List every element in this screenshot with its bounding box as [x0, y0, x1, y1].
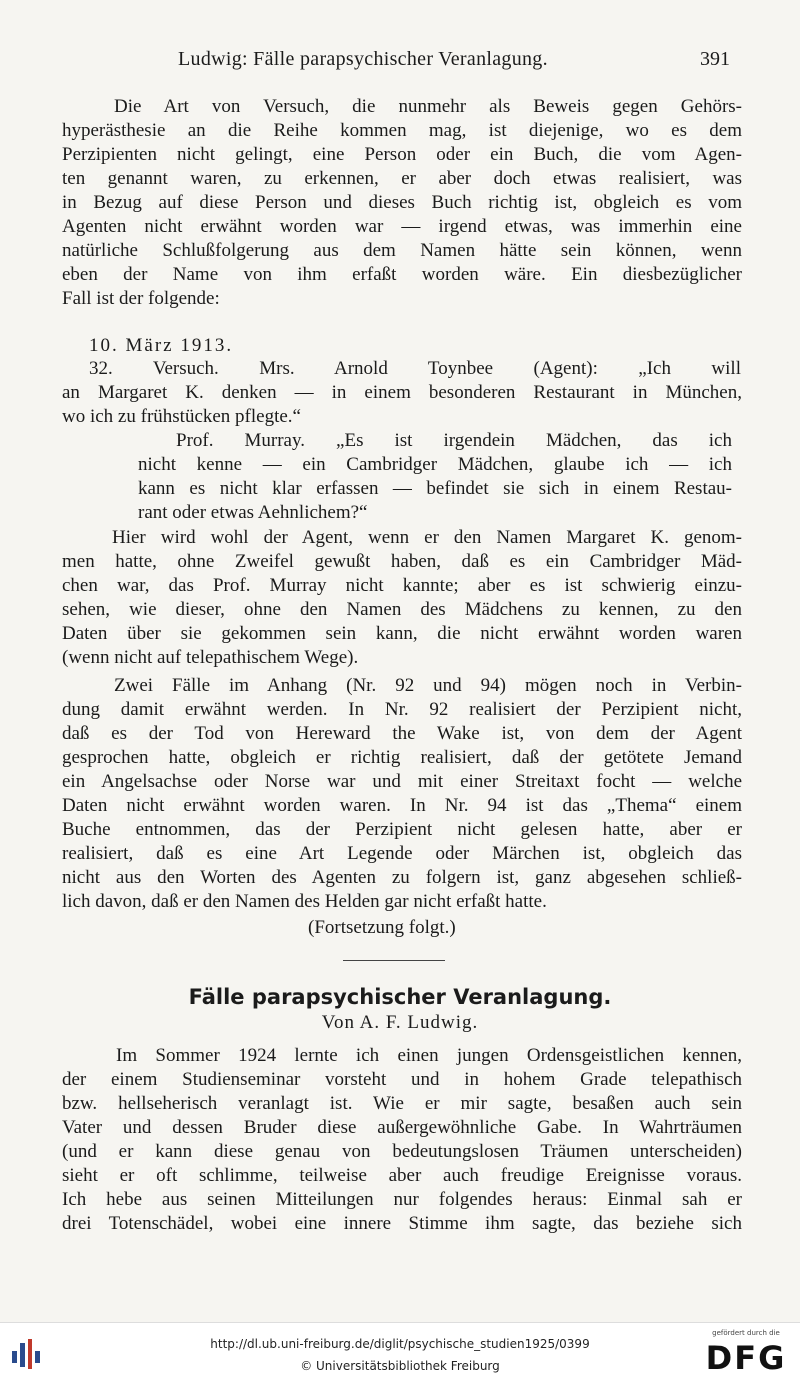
text-line: men hatte, ohne Zweifel gewußt haben, daß es ein Cambridger Mäd-	[62, 551, 742, 572]
text-line: nicht aus den Worten des Agenten zu folgern ist, ganz abgesehen schließ-	[62, 867, 742, 888]
text-line: sehen, wie dieser, ohne den Namen des Mädchens zu kennen, zu den	[62, 599, 742, 620]
text-line: bzw. hellseherisch veranlagt ist. Wie er mir sagte, besaßen auch sein	[62, 1093, 742, 1114]
text-line: lich davon, daß er den Namen des Helden gar nicht erfaßt hatte.	[62, 891, 547, 912]
text-line: Vater und dessen Bruder diese außergewöhnliche Gabe. In Wahrträumen	[62, 1117, 742, 1138]
funder-logo	[702, 1329, 790, 1377]
text-line: Zwei Fälle im Anhang (Nr. 92 und 94) mögen noch in Verbin-	[114, 675, 742, 696]
text-line: gesprochen hatte, obgleich er richtig realisiert, daß der getötete Jemand	[62, 747, 742, 768]
text-line: Daten über sie gekommen sein kann, die nicht erwähnt worden waren	[62, 623, 742, 644]
page-header	[60, 48, 740, 76]
text-line: Die Art von Versuch, die nunmehr als Beweis gegen Gehörs-	[114, 96, 742, 117]
date-line: 10. März 1913.	[89, 335, 234, 356]
text-line: der einem Studienseminar vorsteht und in hohem Grade telepathisch	[62, 1069, 742, 1090]
text-line: Ich hebe aus seinen Mitteilungen nur folgendes heraus: Einmal sah er	[62, 1189, 742, 1210]
text-line: ein Angelsachse oder Norse war und mit einer Streitaxt focht — welche	[62, 771, 742, 792]
text-line: sieht er oft schlimme, teilweise aber auch freudige Ereignisse voraus.	[62, 1165, 742, 1186]
text-line: realisiert, daß es eine Art Legende oder Märchen ist, obgleich das	[62, 843, 742, 864]
text-line: eben der Name von ihm erfaßt worden wäre. Ein diesbezüglicher	[62, 264, 742, 285]
text-line: wo ich zu frühstücken pflegte.“	[62, 406, 301, 427]
text-line: hyperästhesie an die Reihe kommen mag, ist diejenige, wo es dem	[62, 120, 742, 141]
quote-line: rant oder etwas Aehnlichem?“	[138, 502, 368, 523]
article-title: Fälle parapsychischer Veranlagung.	[188, 985, 612, 1009]
text-line: ten genannt waren, zu erkennen, er aber doch etwas realisiert, was	[62, 168, 742, 189]
text-line: Daten nicht erwähnt worden waren. In Nr. 94 ist das „Thema“ einem	[62, 795, 742, 816]
page-number: 391	[700, 48, 730, 70]
text-line: drei Totenschädel, wobei eine innere Stimme ihm sagte, das beziehe sich	[62, 1213, 742, 1234]
text-line: Im Sommer 1924 lernte ich einen jungen Ordensgeistlichen kennen,	[116, 1045, 742, 1066]
copyright-notice: © Universitätsbibliothek Freiburg	[300, 1359, 500, 1373]
text-line: in Bezug auf diese Person und dieses Buch richtig ist, obgleich es vom	[62, 192, 742, 213]
funder-caption: gefördert durch die	[712, 1329, 780, 1337]
quote-line: Prof. Murray. „Es ist irgendein Mädchen, das ich	[176, 430, 732, 451]
text-line: Fall ist der folgende:	[62, 288, 220, 309]
running-head: Ludwig: Fälle parapsychischer Veranlagung.	[178, 48, 548, 70]
text-line: an Margaret K. denken — in einem besonderen Restaurant in München,	[62, 382, 742, 403]
dfg-logo-text: DFG	[705, 1339, 787, 1377]
text-line: Hier wird wohl der Agent, wenn er den Namen Margaret K. genom-	[112, 527, 742, 548]
section-divider	[343, 960, 445, 961]
text-line: dung damit erwähnt werden. In Nr. 92 realisiert der Perzipient nicht,	[62, 699, 742, 720]
viewer-footer	[0, 1322, 800, 1382]
quote-line: nicht kenne — ein Cambridger Mädchen, glaube ich — ich	[138, 454, 732, 475]
continuation-note: (Fortsetzung folgt.)	[308, 917, 456, 938]
text-line: (und er kann diese genau von bedeutungslosen Träumen unterscheiden)	[62, 1141, 742, 1162]
quote-line: kann es nicht klar erfassen — befindet sie sich in einem Restau-	[138, 478, 732, 499]
text-line: natürliche Schlußfolgerung aus dem Namen hätte sein können, wenn	[62, 240, 742, 261]
text-line: Perzipienten nicht gelingt, eine Person oder ein Buch, die vom Agen-	[62, 144, 742, 165]
text-line: 32. Versuch. Mrs. Arnold Toynbee (Agent): „Ich will	[89, 358, 741, 379]
text-line: (wenn nicht auf telepathischem Wege).	[62, 647, 359, 668]
text-line: Agenten nicht erwähnt worden war — irgend etwas, was immerhin eine	[62, 216, 742, 237]
text-line: daß es der Tod von Hereward the Wake ist, von dem der Agent	[62, 723, 742, 744]
text-line: chen war, das Prof. Murray nicht kannte; aber es ist schwierig einzu-	[62, 575, 742, 596]
article-byline: Von A. F. Ludwig.	[321, 1012, 479, 1033]
text-line: Buche entnommen, das der Perzipient nicht gelesen hatte, aber er	[62, 819, 742, 840]
permalink-url[interactable]: http://dl.ub.uni-freiburg.de/diglit/psychische_studien1925/0399	[210, 1337, 590, 1351]
